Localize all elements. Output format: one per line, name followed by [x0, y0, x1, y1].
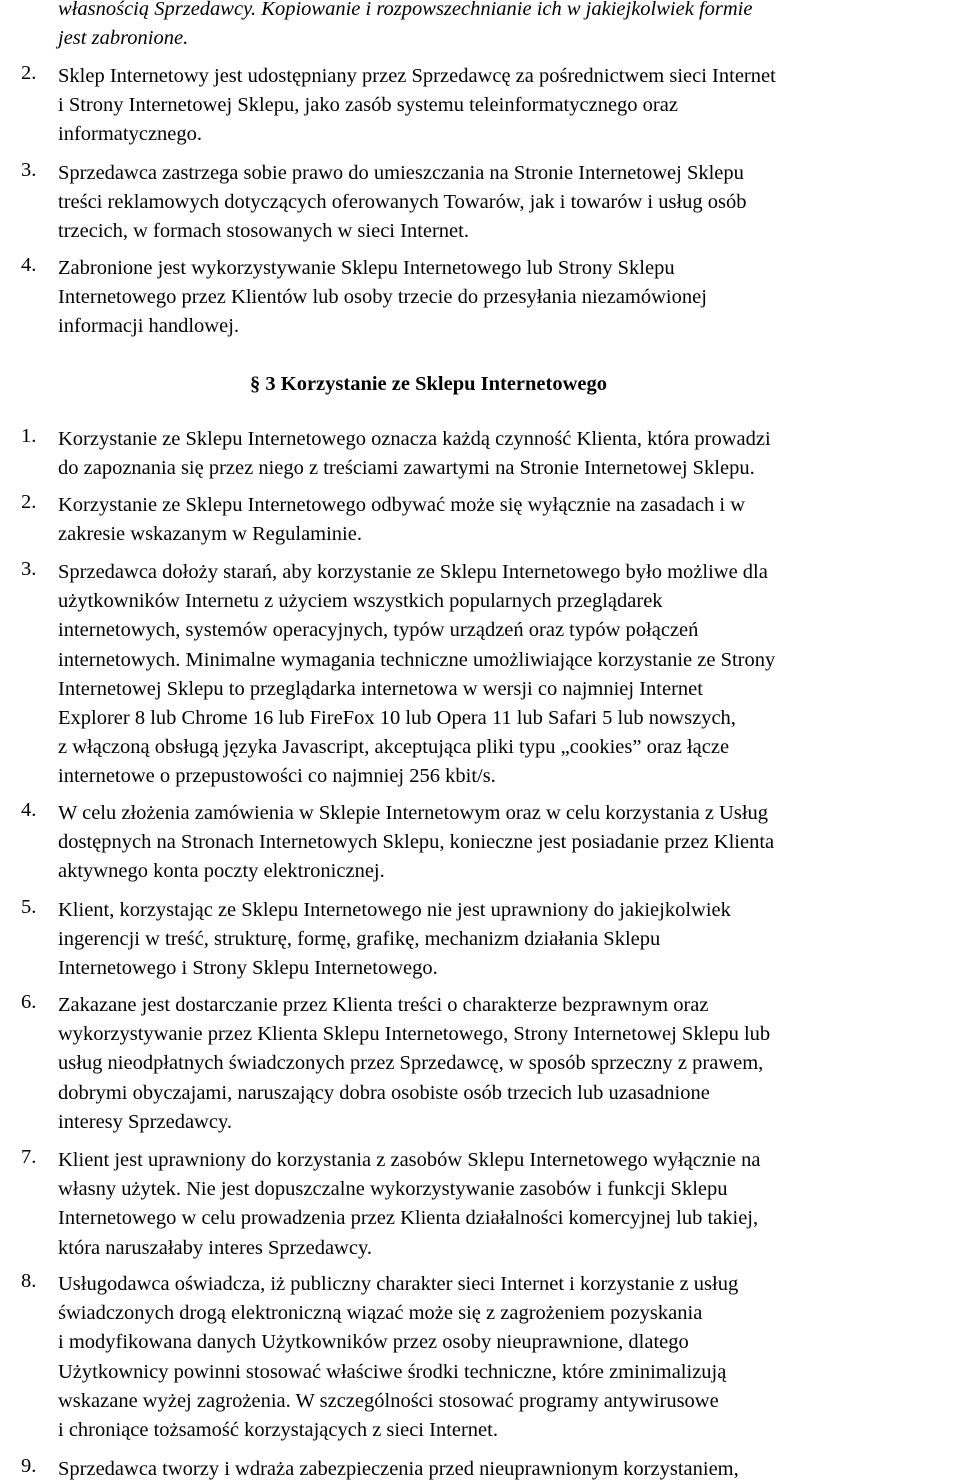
text-line: aktywnego konta poczty elektronicznej.: [58, 860, 385, 883]
list-item: [0, 1146, 960, 1263]
list-item: [0, 1270, 960, 1445]
item-number: 1.: [21, 425, 37, 447]
text-line: z włączoną obsługą języka Javascript, akceptująca pliki typu „cookies” oraz łącze: [58, 736, 730, 759]
text-line: usług nieodpłatnych świadczonych przez Sprzedawcę, w sposób sprzeczny z prawem,: [58, 1052, 764, 1075]
text-line: treści reklamowych dotyczących oferowanych Towarów, jak i towarów i usług osób: [58, 191, 747, 214]
text-line: własnością Sprzedawcy. Kopiowanie i rozpowszechnianie ich w jakiejkolwiek formie: [58, 0, 753, 20]
item-number: 8.: [21, 1270, 37, 1292]
text-line: i modyfikowana danych Użytkowników przez osoby nieuprawnione, dlatego: [58, 1331, 689, 1354]
list-item: [0, 62, 960, 150]
list-item: [0, 159, 960, 247]
item-number: 4.: [21, 254, 37, 276]
text-line: Internetowego i Strony Sklepu Internetowego.: [58, 957, 438, 980]
item-number: 9.: [21, 1455, 37, 1477]
text-line: Usługodawca oświadcza, iż publiczny charakter sieci Internet i korzystanie z usług: [58, 1273, 739, 1295]
text-line: Sprzedawca zastrzega sobie prawo do umieszczania na Stronie Internetowej Sklepu: [58, 162, 744, 184]
text-line: i chroniące tożsamość korzystających z sieci Internet.: [58, 1418, 498, 1441]
item-number: 2.: [21, 62, 37, 84]
text-line: interesy Sprzedawcy.: [58, 1110, 232, 1133]
text-line: internetowych. Minimalne wymagania techniczne umożliwiające korzystanie ze Strony: [58, 648, 776, 671]
text-line: własny użytek. Nie jest dopuszczalne wykorzystywanie zasobów i funkcji Sklepu: [58, 1178, 728, 1201]
list-item: [0, 425, 960, 483]
text-line: Internetowego przez Klientów lub osoby trzecie do przesyłania niezamówionej: [58, 286, 707, 309]
text-line: do zapoznania się przez niego z treściami zawartymi na Stronie Internetowej Sklepu.: [58, 457, 755, 480]
text-line: która naruszałaby interes Sprzedawcy.: [58, 1236, 373, 1259]
list-item: [0, 558, 960, 792]
item-number: 3.: [21, 558, 37, 580]
text-line: ingerencji w treść, strukturę, formę, grafikę, mechanizm działania Sklepu: [58, 928, 661, 951]
text-line: Korzystanie ze Sklepu Internetowego odbywać może się wyłącznie na zasadach i w: [58, 494, 746, 516]
item-number: 6.: [21, 991, 37, 1013]
text-line: Klient, korzystając ze Sklepu Internetowego nie jest uprawniony do jakiejkolwiek: [58, 899, 731, 921]
text-line: użytkowników Internetu z użyciem wszystkich popularnych przeglądarek: [58, 590, 663, 613]
item-number: 2.: [21, 491, 37, 513]
text-line: jest zabronione.: [58, 27, 189, 50]
text-line: wskazane wyżej zagrożenia. W szczególności stosować programy antywirusowe: [58, 1389, 719, 1412]
text-line: i Strony Internetowej Sklepu, jako zasób systemu teleinformatycznego oraz: [58, 94, 678, 117]
text-line: Użytkownicy powinni stosować właściwe środki techniczne, które zminimalizują: [58, 1360, 727, 1383]
list-item: [0, 896, 960, 984]
text-line: Zabronione jest wykorzystywanie Sklepu Internetowego lub Strony Sklepu: [58, 257, 675, 279]
list-item: [0, 491, 960, 549]
item-number: 3.: [21, 159, 37, 181]
text-line: Korzystanie ze Sklepu Internetowego oznacza każdą czynność Klienta, która prowadzi: [58, 428, 771, 450]
text-line: świadczonych drogą elektroniczną wiązać może się z zagrożeniem pozyskania: [58, 1302, 703, 1325]
item-number: 5.: [21, 896, 37, 918]
list-item: [0, 799, 960, 887]
text-line: informacji handlowej.: [58, 315, 240, 338]
text-line: trzecich, w formach stosowanych w sieci Internet.: [58, 220, 469, 243]
item-number: 4.: [21, 799, 37, 821]
list-item: [0, 991, 960, 1137]
text-line: internetowe o przepustowości co najmniej 256 kbit/s.: [58, 765, 496, 788]
text-line: internetowych, systemów operacyjnych, typów urządzeń oraz typów połączeń: [58, 619, 699, 642]
text-line: Sklep Internetowy jest udostępniany przez Sprzedawcę za pośrednictwem sieci Internet: [58, 65, 776, 87]
text-line: W celu złożenia zamówienia w Sklepie Internetowym oraz w celu korzystania z Usług: [58, 802, 769, 824]
text-line: Klient jest uprawniony do korzystania z zasobów Sklepu Internetowego wyłącznie na: [58, 1149, 761, 1171]
list-item: [0, 1455, 960, 1484]
text-line: zakresie wskazanym w Regulaminie.: [58, 523, 362, 546]
text-line: dobrymi obyczajami, naruszający dobra osobiste osób trzecich lub uzasadnione: [58, 1081, 710, 1104]
text-line: Internetowej Sklepu to przeglądarka internetowa w wersji co najmniej Internet: [58, 677, 703, 700]
section-heading: § 3 Korzystanie ze Sklepu Internetowego: [250, 373, 607, 395]
list-item: [0, 254, 960, 342]
item-number: 7.: [21, 1146, 37, 1168]
text-line: Sprzedawca dołoży starań, aby korzystanie ze Sklepu Internetowego było możliwe dla: [58, 561, 768, 583]
text-line: Explorer 8 lub Chrome 16 lub FireFox 10 lub Opera 11 lub Safari 5 lub nowszych,: [58, 706, 736, 729]
text-line: wykorzystywanie przez Klienta Sklepu Internetowego, Strony Internetowej Sklepu lub: [58, 1023, 771, 1046]
list-item: [0, 0, 960, 53]
text-line: Zakazane jest dostarczanie przez Klienta treści o charakterze bezprawnym oraz: [58, 994, 709, 1016]
text-line: Sprzedawca tworzy i wdraża zabezpieczenia przed nieuprawnionym korzystaniem,: [58, 1458, 739, 1480]
text-line: Internetowego w celu prowadzenia przez Klienta działalności komercyjnej lub takiej,: [58, 1207, 759, 1230]
text-line: dostępnych na Stronach Internetowych Sklepu, konieczne jest posiadanie przez Klienta: [58, 831, 775, 854]
text-line: informatycznego.: [58, 123, 203, 146]
